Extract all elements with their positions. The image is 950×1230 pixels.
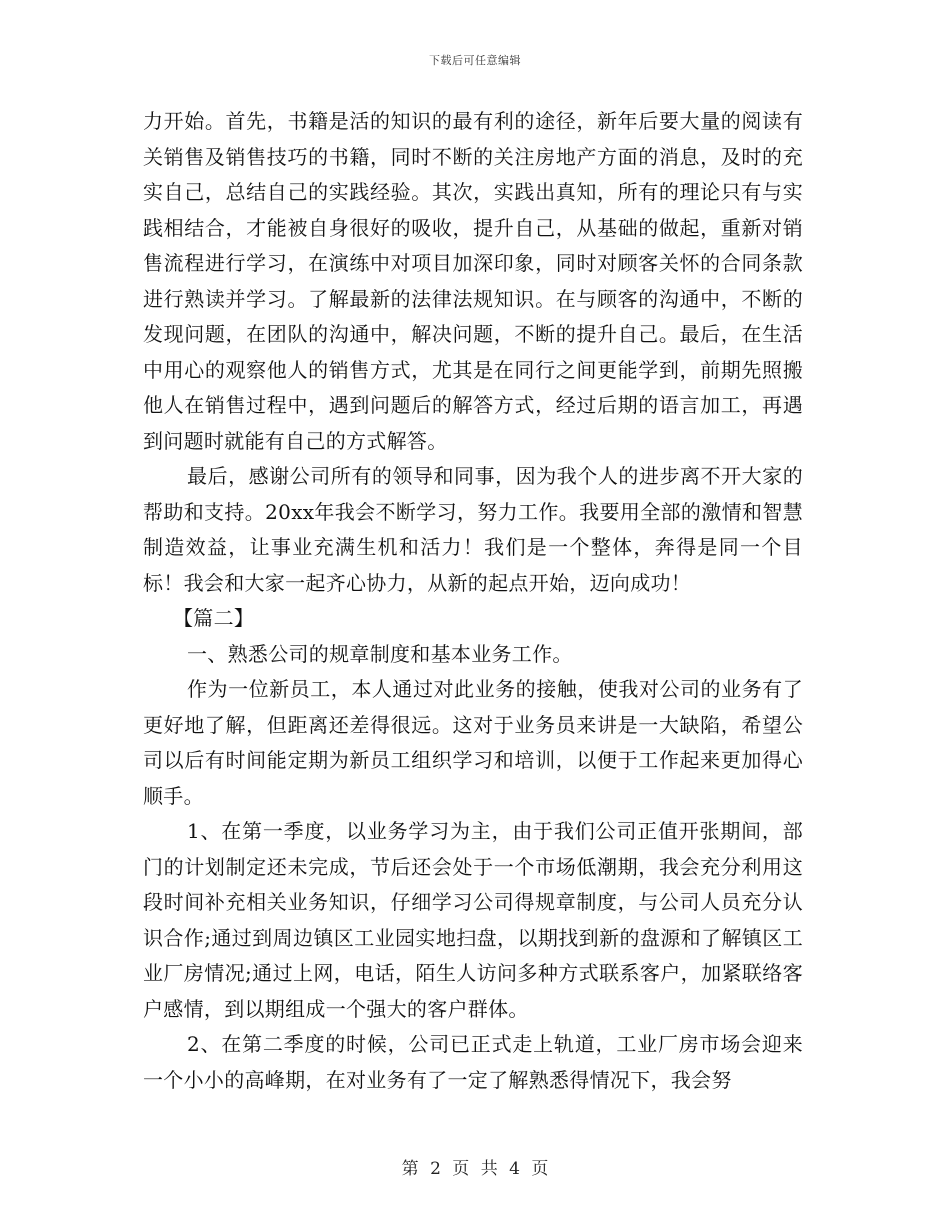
page-footer	[0, 1154, 950, 1179]
paragraph-new-employee: 作为一位新员工，本人通过对此业务的接触，使我对公司的业务有了更好地了解，但距离还差得很远。这对于业务员来讲是一大缺陷，希望公司以后有时间能定期为新员工组织学习和培训，以便于工作起来更加得心顺手。	[143, 677, 803, 808]
paragraph-second-quarter: 2、在第二季度的时候，公司已正式走上轨道，工业厂房市场会迎来一个小小的高峰期，在对业务有了一定了解熟悉得情况下，我会努	[143, 1032, 803, 1092]
page-number: 第 2 页 共 4 页	[401, 1159, 549, 1179]
subheading-rules: 一、熟悉公司的规章制度和基本业务工作。	[187, 641, 573, 666]
document-body	[143, 104, 803, 1098]
paragraph-first-quarter: 1、在第一季度，以业务学习为主，由于我们公司正值开张期间，部门的计划制定还未完成，节后还会处于一个市场低潮期，我会充分利用这段时间补充相关业务知识，仔细学习公司得规章制度，与公司人员充分认识合作;通过到周边镇区工业园实地扫盘，以期找到新的盘源和了解镇区工业厂房情况;通过上网，电话，陌生人访问多种方式联系客户，加紧联络客户感情，到以期组成一个强大的客户群体。	[143, 819, 803, 1021]
paragraph-closing-thanks: 最后，感谢公司所有的领导和同事，因为我个人的进步离不开大家的帮助和支持。20xx年我会不断学习，努力工作。我要用全部的激情和智慧制造效益，让事业充满生机和活力！我们是一个整体，奔得是同一个目标！我会和大家一起齐心协力，从新的起点开始，迈向成功！	[143, 464, 803, 595]
paragraph-continuation: 力开始。首先，书籍是活的知识的最有利的途径，新年后要大量的阅读有关销售及销售技巧的书籍，同时不断的关注房地产方面的消息，及时的充实自己，总结自己的实践经验。其次，实践出真知，所有的理论只有与实践相结合，才能被自身很好的吸收，提升自己，从基础的做起，重新对销售流程进行学习，在演练中对项目加深印象，同时对顾客关怀的合同条款进行熟读并学习。了解最新的法律法规知识。在与顾客的沟通中，不断的发现问题，在团队的沟通中，解决问题，不断的提升自己。最后，在生活中用心的观察他人的销售方式，尤其是在同行之间更能学到，前期先照搬他人在销售过程中，遇到问题后的解答方式，经过后期的语言加工，再遇到问题时就能有自己的方式解答。	[143, 109, 803, 453]
page-header	[0, 52, 950, 68]
section-heading: 【篇二】	[173, 606, 255, 630]
header-note: 下载后可任意编辑	[429, 54, 521, 67]
